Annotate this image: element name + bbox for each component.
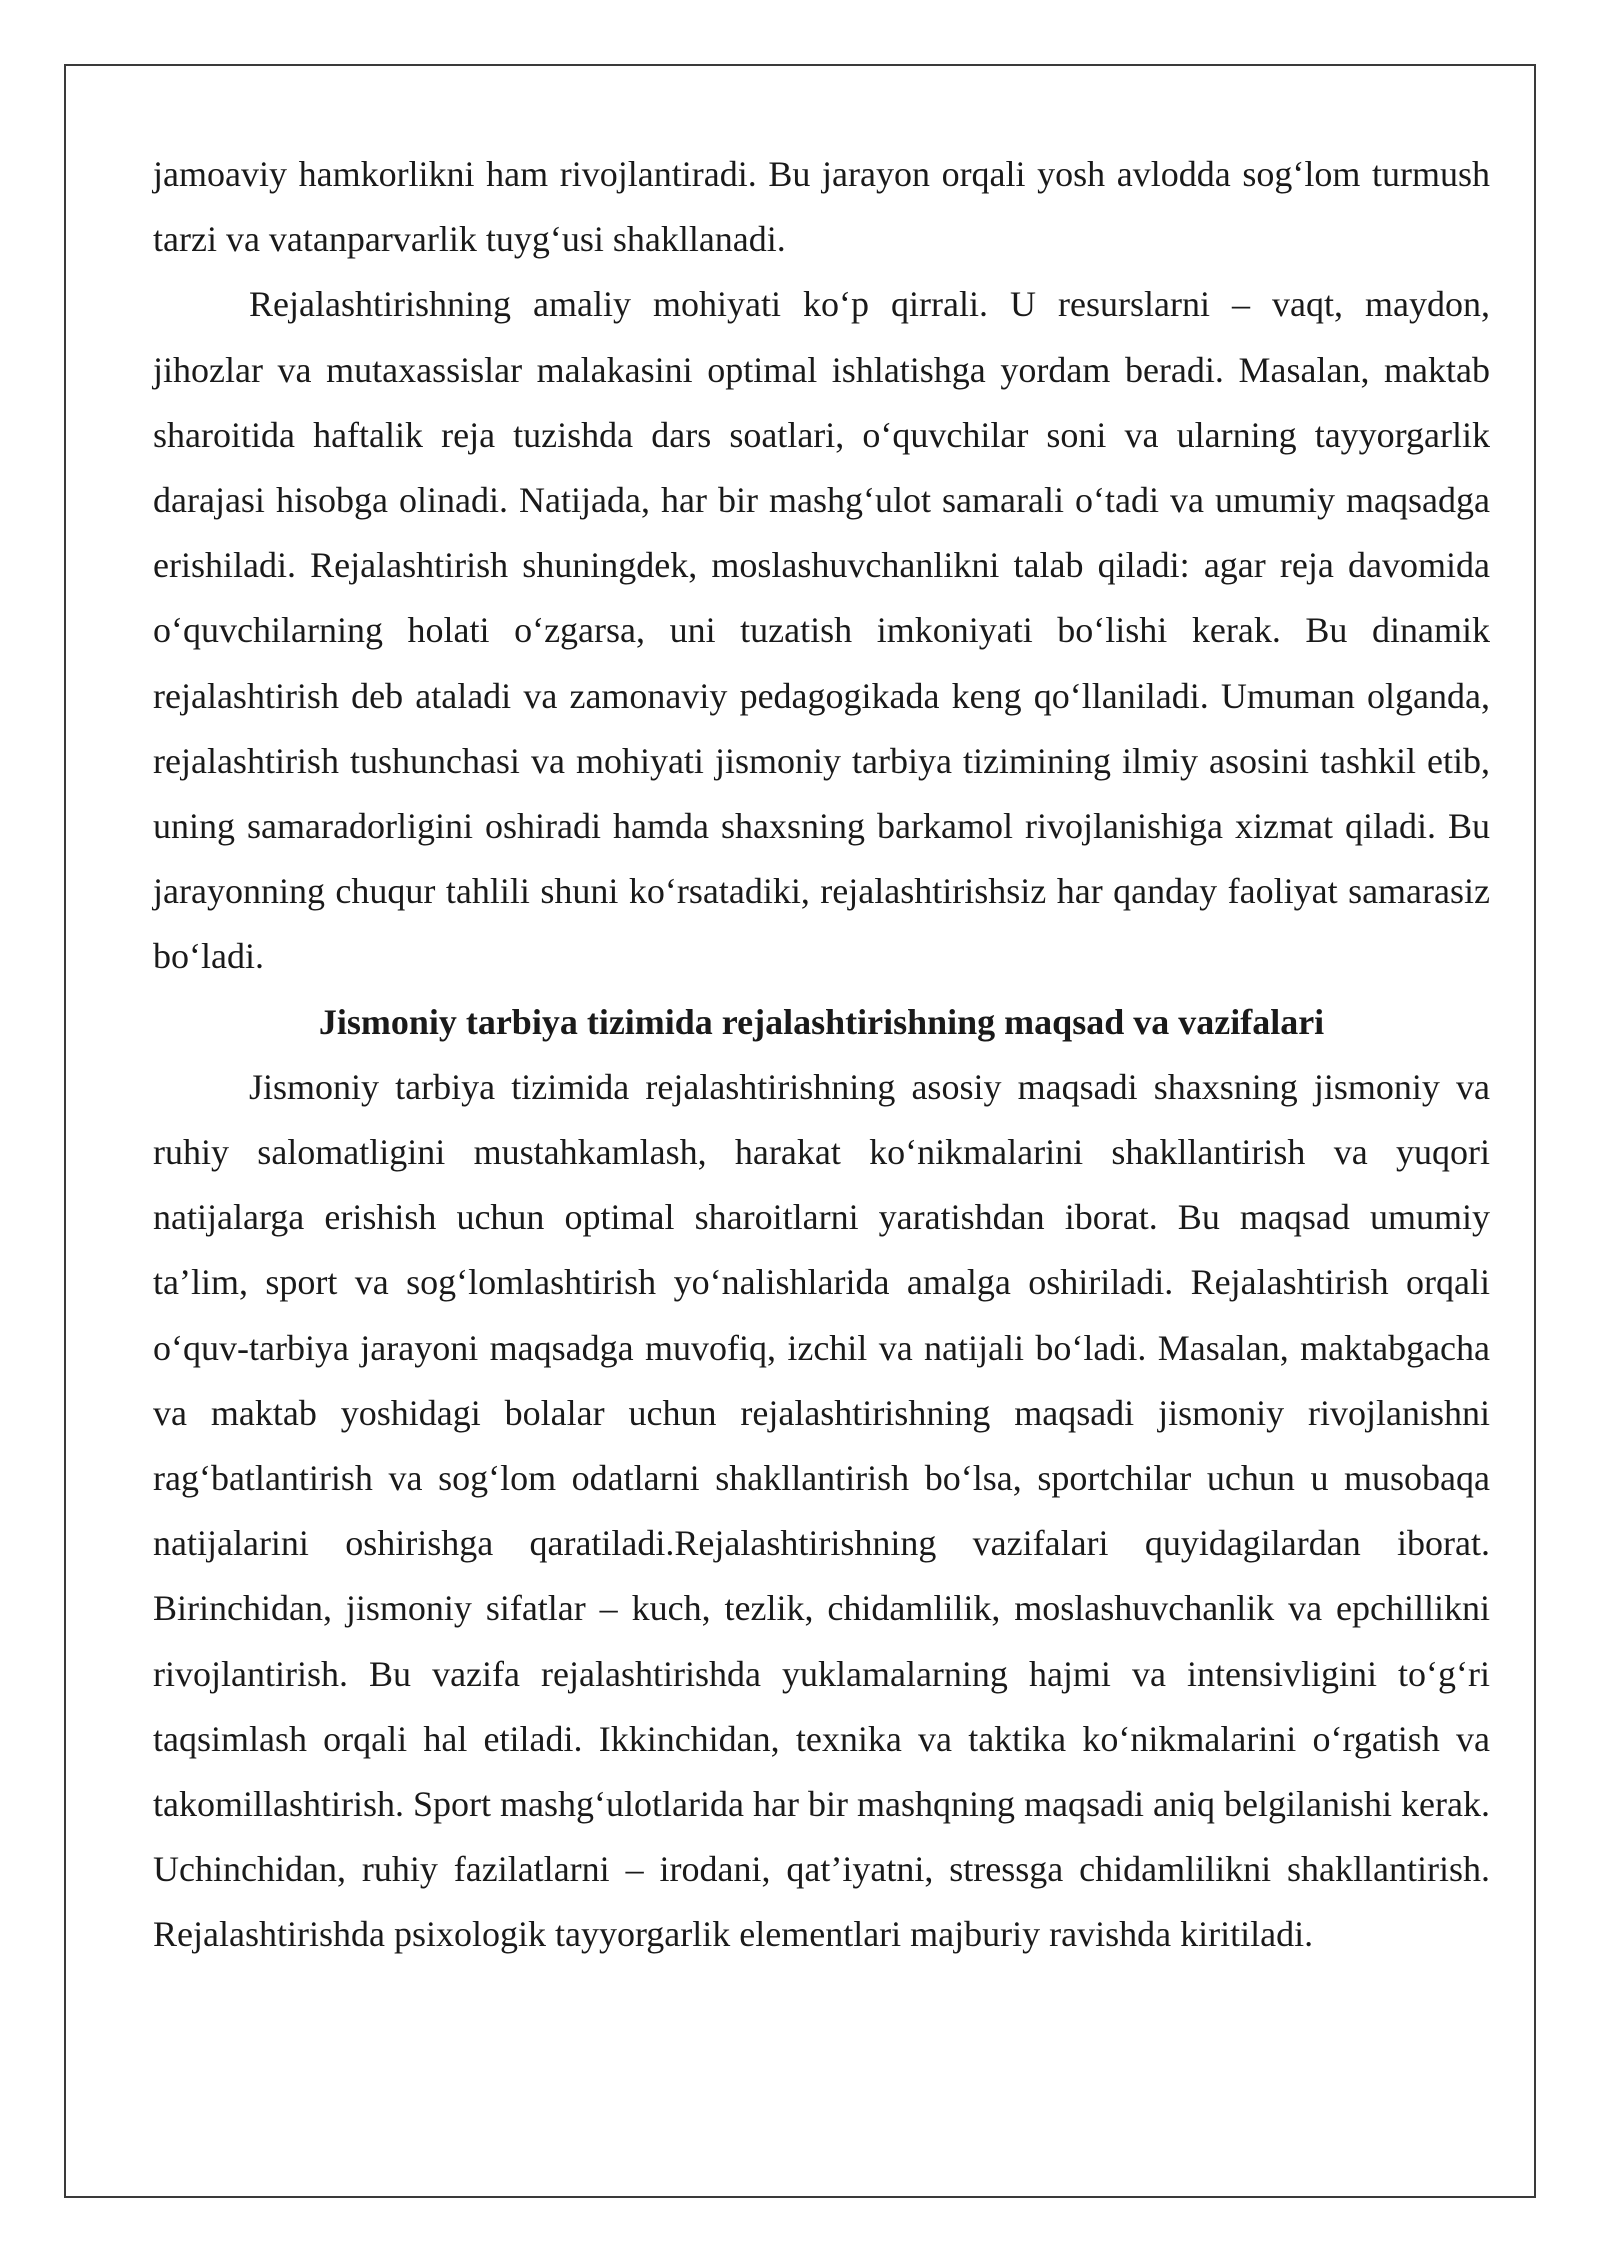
- section-heading: Jismoniy tarbiya tizimida rejalashtirishning maqsad va vazifalari: [318, 1001, 1325, 1042]
- body-paragraph: jamoaviy hamkorlikni ham rivojlantiradi. Bu jarayon orqali yosh avlodda sog‘lom turmush tarzi va vatanparvarlik tuyg‘usi shakllanadi.: [153, 154, 1490, 260]
- body-paragraph: Rejalashtirishning amaliy mohiyati ko‘p qirrali. U resurslarni – vaqt, maydon, jihozlar va mutaxassislar malakasini optimal ishlatishga yordam beradi. Masalan, maktab sharoitida haftalik reja tuzishda dars soatlari, o‘quvchilar soni va ularning tayyorgarlik darajasi hisobga olinadi. Natijada, har bir mashg‘ulot samarali o‘tadi va umumiy maqsadga erishiladi. Rejalashtirish shuningdek, moslashuvchanlikni talab qiladi: agar reja davomida o‘quvchilarning holati o‘zgarsa, uni tuzatish imkoniyati bo‘lishi kerak. Bu dinamik rejalashtirish deb ataladi va zamonaviy pedagogikada keng qo‘llaniladi. Umuman olganda, rejalashtirish tushunchasi va mohiyati jismoniy tarbiya tizimining ilmiy asosini tashkil etib, uning samaradorligini oshiradi hamda shaxsning barkamol rivojlanishiga xizmat qiladi. Bu jarayonning chuqur tahlili shuni ko‘rsatadiki, rejalashtirishsiz har qanday faoliyat samarasiz bo‘ladi.: [153, 284, 1490, 977]
- body-paragraph: Jismoniy tarbiya tizimida rejalashtirishning asosiy maqsadi shaxsning jismoniy va ruhiy salomatligini mustahkamlash, harakat ko‘nikmalarini shakllantirish va yuqori natijalarga erishish uchun optimal sharoitlarni yaratishdan iborat. Bu maqsad umumiy ta’lim, sport va sog‘lomlashtirish yo‘nalishlarida amalga oshiriladi. Rejalashtirish orqali o‘quv-tarbiya jarayoni maqsadga muvofiq, izchil va natijali bo‘ladi. Masalan, maktabgacha va maktab yoshidagi bolalar uchun rejalashtirishning maqsadi jismoniy rivojlanishni rag‘batlantirish va sog‘lom odatlarni shakllantirish bo‘lsa, sportchilar uchun u musobaqa natijalarini oshirishga qaratiladi.Rejalashtirishning vazifalari quyidagilardan iborat. Birinchidan, jismoniy sifatlar – kuch, tezlik, chidamlilik, moslashuvchanlik va epchillikni rivojlantirish. Bu vazifa rejalashtirishda yuklamalarning hajmi va intensivligini to‘g‘ri taqsimlash orqali hal etiladi. Ikkinchidan, texnika va taktika ko‘nikmalarini o‘rgatish va takomillashtirish. Sport mashg‘ulotlarida har bir mashqning maqsadi aniq belgilanishi kerak. Uchinchidan, ruhiy fazilatlarni – irodani, qat’iyatni, stressga chidamlilikni shakllantirish. Rejalashtirishda psixologik tayyorgarlik elementlari majburiy ravishda kiritiladi.: [153, 1066, 1490, 1955]
- page-body: [153, 142, 1490, 1968]
